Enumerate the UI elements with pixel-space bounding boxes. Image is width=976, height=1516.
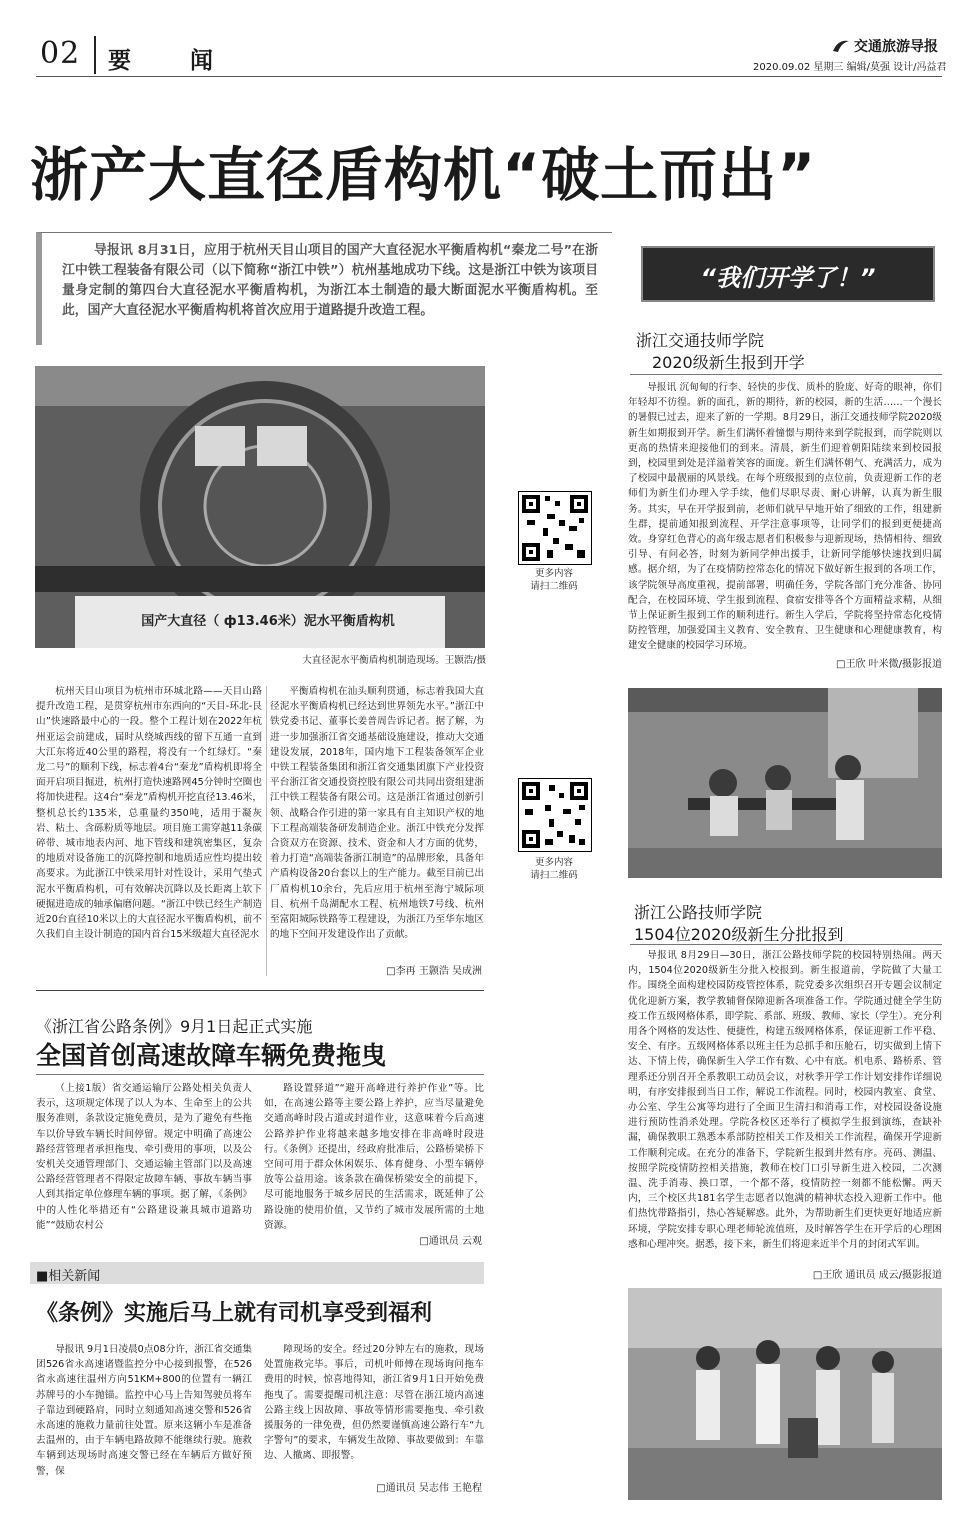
students-photo-graphic (628, 1288, 942, 1500)
column-divider (266, 686, 267, 976)
tbm-photo (35, 366, 485, 648)
school1-byline: □王欣 叶米微/摄影报道 (836, 659, 942, 670)
related-headline: 《条例》实施后马上就有司机享受到福利 (36, 1301, 433, 1326)
school2-body: 导报讯 8月29日—30日，浙江公路技师学院的校园特别热闹。两天内，1504位2020级新生分批入校报到。新生报道前，学院做了大量工作。围绕全面构建校园防疫管控体系，院党委多次组织召开专题会议制定优化迎新方案，教学教辅督保障迎新各项准备工作。学院通过健全学生防疫工作五级网格体系，即学院、系部、班级、教师、家长（学生）。充分利用各个网格的发达性、便捷性，构建五级网格体系，保证迎新工作平稳、安全、有序。五级网格体系以班主任为总抓手和压舱石，切实做到上情下达、下情上传，确保新生入学工作有数、心中有底。机电系、路桥系、管理系还分别召开全系教职工动员会议，对秋季开学工作计划安排作详细说明，有序安排报到当日工作，解说工作流程。同时，校园内教室、食堂、办公室、学生公寓等均进行了全面卫生清扫和消毒工作，对校园设备设施进行预防性消杀处理。学院各校区还举行了模拟学生报到演练，查缺补漏，确保教职工熟悉本系部防控相关工作及相关工作流程，确保开学迎新工作顺利完成。在充分的准备下，学院新生报到井然有序。亮码、测温、按照学院疫情防控相关措施，教师在校门口引导新生进入校园，二次测温、洗手消毒、换口罩，一个都不落，疫情防控一刻都不能松懈。两天内，三个校区共181名学生志愿者以饱满的精神状态投入迎新工作中。他们热忱带路指引，热心答疑解惑。此外，为帮助新生们更快更好地适应新环境，学院安排专职心理老师轮流值班，及时解答学生在开学后的心理困惑和心理冲突。据悉，接下来，新生们将迎来近半个月的封闭式军训。 (628, 950, 942, 1250)
related-body-col2: 障现场的安全。经过20分钟左右的施救，现场处置施救完毕。事后，司机叶师傅在现场询问拖车费用的时候，惊喜地得知，浙江省9月1日开始免费拖曳了。需要提醒司机注意：尽管在浙江境内高速公路主线上因故障、事故等情形需要拖曳、牵引救援服务的一律免费，但仍然要谨慎高速公路行车“九字警句”的要求，车辆发生故障、事故要做到：车靠边、人撤离、即报警。 (264, 1344, 484, 1462)
school-banner-text: “我们开学了！” (700, 264, 876, 292)
page-number: 02 (40, 36, 81, 71)
school1-rule (630, 374, 942, 375)
lead-summary-box (36, 232, 612, 345)
highway-rule (36, 1074, 484, 1075)
highway-byline: □通讯员 云观 (419, 1236, 482, 1247)
qr-code-icon[interactable] (518, 491, 592, 565)
masthead-rule (36, 76, 942, 77)
masthead (0, 0, 976, 80)
school1-body: 导报讯 沉甸甸的行李、轻快的步伐、质朴的脸庞、好奇的眼神，你们年轻却不彷徨。新的面孔，新的期待，新的校园，新的生活……一个漫长的暑假已过去，迎来了新的一学期。8月29日，浙江交通技师学院2020级新生如期报到开学。新生们满怀着憧憬与期待来到学院报到，而学院则以更高的热情来迎接他们的到来。清晨，新生们迎着朝阳陆续来到校园报到，校园里到处是洋溢着笑容的面庞。新生们满怀朝气、充满活力，成为了校园中最靓丽的风景线。在每个班级报到的点位前，负责迎新工作的老师们为新生们办理入学手续，他们尽职尽责、耐心讲解，认真为新生服务。其实，早在开学报到前，老师们就早早地开始了细致的工作，组建新生群，提前通知报到流程、开学注意事项等，让同学们的报到更便捷高效。身穿红色背心的高年级志愿者们积极参与迎新现场，热情相待、细致引导、有问必答，时刻为新同学伸出援手，让新同学能够快速找到归属感。据介绍，为了在疫情防控常态化的情况下做好新生报到的各项工作，该学院领导高度重视，提前部署，明确任务，学院各部门充分准备、协同配合，在校园环境、学生报到流程、食宿安排等各个方面精益求精，从细节上保证新生报到工作的顺利进行。新生入学后，学院将坚持常态化疫情防控管理，加强爱国主义教育、安全教育、卫生健康和心理健康教育，构建安全健康的校园学习环境。 (628, 382, 942, 652)
school1-headline-1: 浙江交通技师学院 (636, 331, 765, 350)
related-body-col1: 导报讯 9月1日凌晨0点08分许，浙江省交通集团526省永高速诸暨监控分中心接到报警，在526省永高速往温州方向51KM+800的位置有一辆江苏牌号的小车抛锚。监控中心马上告知驾驶员将车子靠边到硬路肩，同时立刻通知高速交警和526省永高速的施救力量前往处置。原来这辆小车是准备去温州的，由于车辆电路故障不能继续行驶。施救车辆到达现场时高速交警已经在车辆后方做好预警，保 (36, 1344, 252, 1477)
paper-logo-icon (832, 38, 850, 52)
lead-body-col2: 平衡盾构机在汕头顺利贯通，标志着我国大直径泥水平衡盾构机已经达到世界领先水平。”浙江中铁党委书记、董事长姜普周告诉记者。据了解，为进一步加强浙江省交通基础设施建设，推动大交通建设发展，2018年，国内地下工程装备领军企业中铁工程装备集团和浙江省交通集团旗下产业投资平台浙江省交通投资控股有限公司共同出资组建浙江中铁工程装备有限公司。这是浙江省通过创新引领、战略合作引进的第一家具有自主知识产权的地下工程高端装备研发制造企业。浙江中铁充分发挥合资双方在资源、技术、资金和人才方面的优势，着力打造“高端装备浙江制造”的品牌形象，具备年产盾构设备20台套以上的生产能力。截至目前已出厂盾构机10余台，先后应用于杭州至海宁城际项目、杭州千岛湖配水工程、杭州地铁7号线、杭州至富阳城际铁路等工程建设，为浙江乃至华东地区的地下空间开发建设作出了贡献。 (270, 686, 484, 941)
lead-byline: □李再 王颢浩 吴成洲 (386, 966, 482, 977)
section-title: 要 闻 (108, 48, 231, 74)
lead-summary: 导报讯 8月31日，应用于杭州天目山项目的国产大直径泥水平衡盾构机“秦龙二号”在浙江中铁工程装备有限公司（以下简称“浙江中铁”）杭州基地成功下线。这是浙江中铁为该项目量身定制的第四台大直径泥水平衡盾构机，为浙江本土制造的最大断面泥水平衡盾构机。至此，国产大直径泥水平衡盾构机将首次应用于道路提升改造工程。 (62, 243, 598, 318)
tbm-banner-text: 国产大直径（ ф13.46米）泥水平衡盾构机 (141, 614, 395, 629)
highway-kicker: 《浙江省公路条例》9月1日起正式实施 (36, 1017, 313, 1036)
school2-headline-1: 浙江公路技师学院 (634, 903, 763, 922)
related-byline: □通讯员 吴志伟 王艳程 (376, 1483, 482, 1494)
registration-photo-graphic (628, 688, 942, 878)
qr-caption-2: 更多内容 请扫二维码 (530, 857, 578, 881)
tbm-photo-caption: 大直径泥水平衡盾构机制造现场。王颢浩/摄 (302, 655, 486, 666)
school-banner (641, 246, 935, 302)
highway-top-rule (36, 990, 484, 991)
related-label-bar (30, 1262, 484, 1284)
tbm-photo-graphic (35, 366, 485, 648)
school2-rule (630, 944, 942, 945)
students-photo (628, 1288, 942, 1500)
lead-headline: 浙产大直径盾构机“破土而出” (30, 141, 817, 209)
highway-headline: 全国首创高速故障车辆免费拖曳 (36, 1041, 387, 1070)
qr-caption-1: 更多内容 请扫二维码 (530, 568, 578, 592)
highway-body-col2: 路设置驿道”“避开高峰进行养护作业”等。比如，在高速公路等主要公路上养护，应当尽量避免交通高峰时段占道或封道作业，这意味着今后高速公路养护作业将越来越多地安排在非高峰时段进行。《条例》还提出，经政府批准后，公路桥梁桥下空间可用于群众休闲娱乐、体育健身、小型车辆停放等公益用途。该条款在确保桥梁安全的前提下，尽可能地服务于城乡居民的生活需求，既延伸了公路设施的使用价值，又节约了城市发展所需的土地资源。 (264, 1083, 484, 1231)
qr-code-icon[interactable] (518, 778, 592, 852)
paper-name: 交通旅游导报 (854, 39, 938, 55)
related-label: ■相关新闻 (36, 1269, 101, 1284)
school2-headline-2: 1504位2020级新生分批报到 (634, 925, 844, 944)
lead-body-col1: 杭州天目山项目为杭州市环城北路——天目山路提升改造工程，是贯穿杭州市东西向的“天目-环北-艮山”快速路最中心的一段。整个工程计划在2022年杭州亚运会前建成，届时从绕城西线的留下互通一直到大江东将近40公里的路程，将没有一个红绿灯。“秦龙二号”的顺利下线，标志着4台“秦龙”盾构机即将全面开启项目掘进，杭州打造快速路网45分钟时空圈也将加快进程。这4台“秦龙”盾构机开挖直径13.46米，整机总长约135米，总重量约350吨，适用于凝灰岩、粘土、含砾粉质等地层。项目施工需穿越11条碳碎带、城市地表内河、地下管线和建筑密集区，复杂的地质对设备施工的沉降控制和地质适应性均提出较高要求。为此浙江中铁采用针对性设计，采用气垫式泥水平衡盾构机，可有效解决沉降以及长距离上软下硬掘进造成的轴承偏磨问题。“浙江中铁已经生产制造近20台直径10米以上的大直径泥水平衡盾构机，前不久我们自主设计制造的国内首台15米级超大直径泥水 (36, 686, 262, 941)
school1-headline-2: 2020级新生报到开学 (652, 353, 805, 372)
school2-byline: □王欣 通讯员 成云/摄影报道 (812, 1270, 942, 1281)
highway-body-col1: （上接1版）省交通运输厅公路处相关负责人表示，这项规定体现了以人为本、生命至上的公共服务准则，条款设定施免费员，是为了避免有些拖车以价导致车辆长时间停留。规定中明确了高速公路经营管理者承担拖曳、牵引费用的事项，以及公安机关交通管理部门、交通运输主管部门以及高速公路经营管理者不得限定故障车辆、事故车辆当事人到其指定单位修理车辆的事项。据了解，《条例》中的人性化举措还有“公路建设兼具城市道路功能”“鼓励农村公 (36, 1083, 252, 1231)
registration-photo (628, 688, 942, 878)
masthead-divider (94, 36, 96, 74)
date-line: 2020.09.02 星期三 编辑/莫强 设计/冯益君 (753, 62, 947, 73)
